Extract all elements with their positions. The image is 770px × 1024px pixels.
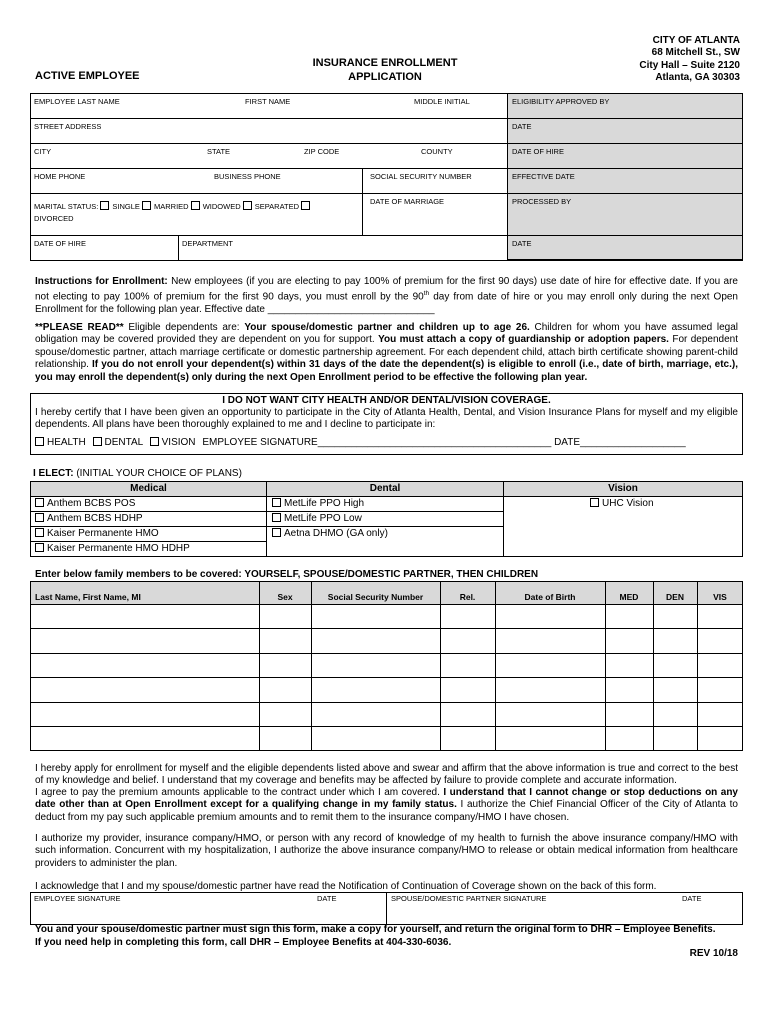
plan-checkbox[interactable] bbox=[272, 528, 281, 537]
plan-option-uhc-vision[interactable]: UHC Vision bbox=[590, 498, 654, 509]
last-name-field[interactable]: EMPLOYEE LAST NAME bbox=[34, 97, 120, 106]
employee-signature-field[interactable]: EMPLOYEE SIGNATURE bbox=[34, 894, 121, 903]
city-field[interactable]: CITY bbox=[34, 147, 52, 156]
spouse-signature-field[interactable]: SPOUSE/DOMESTIC PARTNER SIGNATURE bbox=[391, 894, 547, 903]
decline-health-checkbox[interactable] bbox=[35, 437, 44, 446]
marital-status-group: MARITAL STATUS: SINGLE MARRIED WIDOWED SEPARATED DIVORCED bbox=[34, 201, 354, 225]
medical-header: Medical bbox=[130, 483, 167, 494]
agreement-paragraph-4: I acknowledge that I and my spouse/domestic partner have read the Notification of Continuation of Coverage shown on the back of this form. bbox=[35, 881, 657, 892]
plan-option-anthem-pos[interactable]: Anthem BCBS POS bbox=[35, 498, 135, 509]
plan-option-kaiser-hmo[interactable]: Kaiser Permanente HMO bbox=[35, 528, 159, 539]
table-row[interactable] bbox=[31, 727, 742, 750]
table-row[interactable] bbox=[31, 654, 742, 677]
date-of-hire-field[interactable]: DATE OF HIRE bbox=[34, 239, 86, 248]
plan-checkbox[interactable] bbox=[590, 498, 599, 507]
divorced-checkbox[interactable] bbox=[301, 201, 310, 210]
date-of-marriage-field[interactable]: DATE OF MARRIAGE bbox=[370, 197, 445, 206]
doc-label: ACTIVE EMPLOYEE bbox=[35, 70, 140, 82]
plan-option-metlife-high[interactable]: MetLife PPO High bbox=[272, 498, 364, 509]
state-field[interactable]: STATE bbox=[207, 147, 231, 156]
revision-label: REV 10/18 bbox=[689, 948, 738, 959]
single-checkbox[interactable] bbox=[100, 201, 109, 210]
processed-by-field: PROCESSED BY bbox=[512, 197, 572, 206]
plan-option-kaiser-hdhp[interactable]: Kaiser Permanente HMO HDHP bbox=[35, 543, 190, 554]
county-field[interactable]: COUNTY bbox=[421, 147, 453, 156]
waiver-text: I hereby certify that I have been given an opportunity to participate in the City of Atlanta Health, Dental, and Vision Insurance Plans for myself and my eligible dependents. All plans have been thoroughly explained to me and I decline to participate in: bbox=[35, 407, 738, 431]
office-date2-field: DATE bbox=[512, 239, 532, 248]
department-field[interactable]: DEPARTMENT bbox=[182, 239, 233, 248]
plan-checkbox[interactable] bbox=[272, 498, 281, 507]
agreement-paragraph-3: I authorize my provider, insurance company/HMO, or person with any record of knowledge of my health to furnish the above insurance company/HMO with such information. Concurrent with my hospitalization, I authorize the above insurance company/HMO to release or obtain medical information from healthcare providers to administer the plan. bbox=[35, 833, 738, 869]
plan-checkbox[interactable] bbox=[35, 528, 44, 537]
married-checkbox[interactable] bbox=[142, 201, 151, 210]
spouse-signature-date[interactable]: DATE bbox=[682, 894, 702, 903]
enrollment-instructions: Instructions for Enrollment: New employees (if you are electing to pay 100% of premium for the first 90 days) use date of hire for effective date. If you are not electing to pay 100% of premium for the first 90 days, you must enroll by the 90th day from date of hire or you may enroll only during the next Open Enrollment for the following plan year. Effective date ______________________________ bbox=[35, 276, 738, 316]
plan-option-metlife-low[interactable]: MetLife PPO Low bbox=[272, 513, 362, 524]
office-hire-date-field: DATE OF HIRE bbox=[512, 147, 564, 156]
family-heading: Enter below family members to be covered: YOURSELF, SPOUSE/DOMESTIC PARTNER, THEN CHILDREN bbox=[35, 569, 539, 580]
address-block: CITY OF ATLANTA 68 Mitchell St., SW City Hall – Suite 2120 Atlanta, GA 30303 bbox=[639, 35, 740, 83]
col-dob: Date of Birth bbox=[524, 592, 576, 602]
home-phone-field[interactable]: HOME PHONE bbox=[34, 172, 86, 181]
plan-checkbox[interactable] bbox=[35, 498, 44, 507]
eligibility-approved-field: ELIGIBILITY APPROVED BY bbox=[512, 97, 610, 106]
table-row[interactable] bbox=[31, 605, 742, 628]
waiver-title: I DO NOT WANT CITY HEALTH AND/OR DENTAL/VISION COVERAGE. bbox=[222, 395, 551, 406]
col-sex: Sex bbox=[277, 592, 293, 602]
agreement-paragraph-2: I agree to pay the premium amounts applicable to the contract under which I am covered. I understand that I cannot change or stop deductions on any date other than at Open Enrollment except for a qualifying change in my family status. I authorize the Chief Financial Officer of the City of Atlanta to deduct from my pay such applicable premium amounts and to remit them to the insurance company/HMO I have chosen. bbox=[35, 787, 738, 823]
waiver-options: HEALTH DENTAL VISION EMPLOYEE SIGNATURE__________________________________________ DATE___________________ bbox=[35, 437, 686, 448]
col-relationship: Rel. bbox=[459, 592, 476, 602]
col-vis: VIS bbox=[713, 592, 727, 602]
page-title: INSURANCE ENROLLMENT APPLICATION bbox=[312, 57, 458, 83]
first-name-field[interactable]: FIRST NAME bbox=[245, 97, 291, 106]
col-den: DEN bbox=[666, 592, 684, 602]
dependent-eligibility-notice: **PLEASE READ** Eligible dependents are: Your spouse/domestic partner and children up to age 26. Children for whom you have assumed legal obligation may be covered provided they are dependent on you for support. You must attach a copy of guardianship or adoption papers. For dependent spouse/domestic partner, attach marriage certificate or domestic partnership agreement. For each dependent child, attach birth certificate showing parent-child relationship. If you do not enroll your dependent(s) within 31 days of the date the dependent(s) is eligible to enroll (i.e., date of birth, marriage, etc.), you may enroll the dependent(s) only during the next Open Enrollment period to be effective the following plan year. bbox=[35, 322, 738, 383]
zip-field[interactable]: ZIP CODE bbox=[304, 147, 340, 156]
dental-header: Dental bbox=[369, 483, 401, 494]
table-row[interactable] bbox=[31, 629, 742, 653]
table-row[interactable] bbox=[31, 678, 742, 702]
elect-heading: I ELECT: (INITIAL YOUR CHOICE OF PLANS) bbox=[33, 468, 242, 479]
middle-initial-field[interactable]: MIDDLE INITIAL bbox=[414, 97, 470, 106]
plan-checkbox[interactable] bbox=[35, 513, 44, 522]
col-ssn: Social Security Number bbox=[327, 592, 424, 602]
col-med: MED bbox=[619, 592, 639, 602]
agreement-paragraph-1: I hereby apply for enrollment for myself and the eligible dependents listed above and swear and affirm that the above information is true and correct to the best of my knowledge and belief. I understand that my coverage and benefits may be affected by failure to provide complete and accurate information. bbox=[35, 763, 738, 787]
plan-checkbox[interactable] bbox=[272, 513, 281, 522]
plan-option-aetna-dhmo[interactable]: Aetna DHMO (GA only) bbox=[272, 528, 388, 539]
plan-checkbox[interactable] bbox=[35, 543, 44, 552]
office-date-field: DATE bbox=[512, 122, 532, 131]
decline-dental-checkbox[interactable] bbox=[93, 437, 102, 446]
separated-checkbox[interactable] bbox=[243, 201, 252, 210]
col-name: Last Name, First Name, MI bbox=[35, 592, 141, 602]
table-row[interactable] bbox=[31, 703, 742, 726]
footer-instructions: You and your spouse/domestic partner must sign this form, make a copy for yourself, and return the original form to DHR – Employee Benefits. If you need help in completing this form, call DHR – Employee Benefits at 404-330-6036. bbox=[35, 924, 716, 948]
effective-date-field: EFFECTIVE DATE bbox=[512, 172, 575, 181]
waiver-signature-line[interactable]: EMPLOYEE SIGNATURE__________________________________________ DATE___________________ bbox=[202, 437, 686, 448]
ssn-field[interactable]: SOCIAL SECURITY NUMBER bbox=[370, 172, 472, 181]
widowed-checkbox[interactable] bbox=[191, 201, 200, 210]
plan-option-anthem-hdhp[interactable]: Anthem BCBS HDHP bbox=[35, 513, 143, 524]
business-phone-field[interactable]: BUSINESS PHONE bbox=[214, 172, 281, 181]
vision-header: Vision bbox=[608, 483, 638, 494]
street-address-field[interactable]: STREET ADDRESS bbox=[34, 122, 102, 131]
employee-signature-date[interactable]: DATE bbox=[317, 894, 337, 903]
decline-vision-checkbox[interactable] bbox=[150, 437, 159, 446]
